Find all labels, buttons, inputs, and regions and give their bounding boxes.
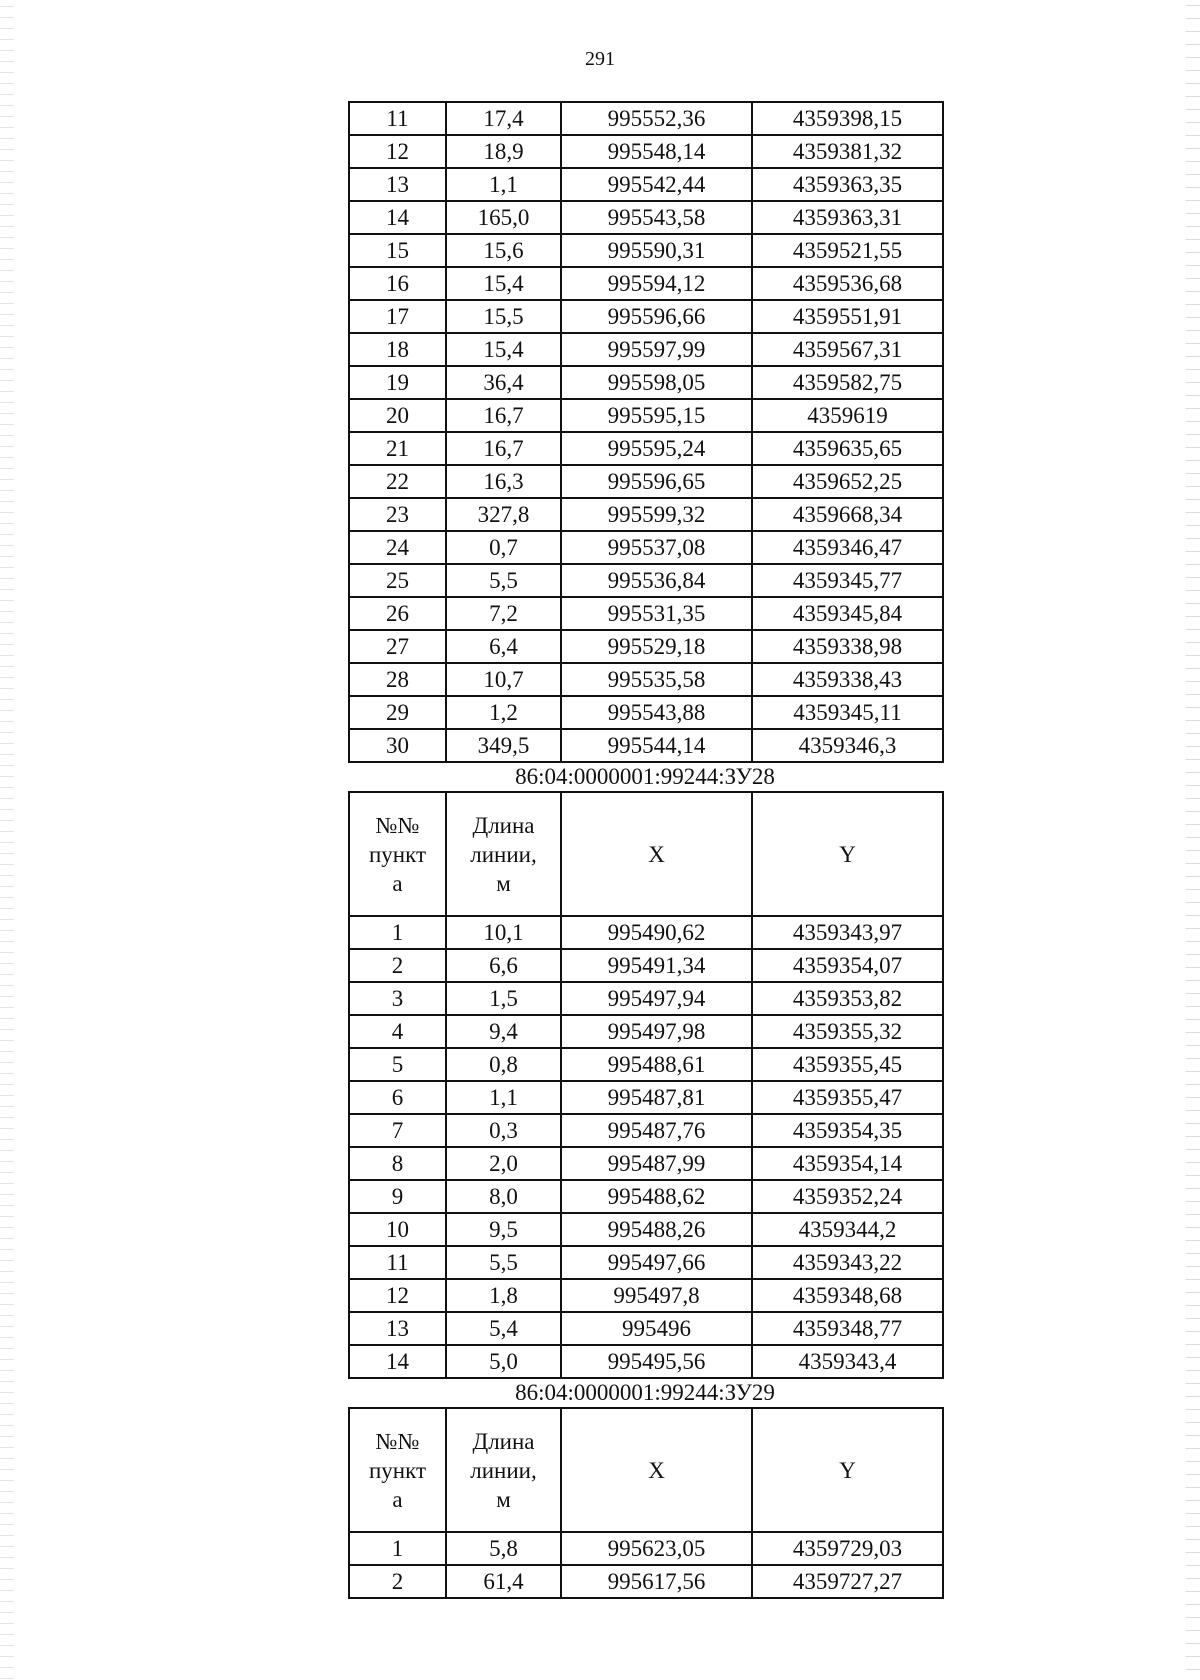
table-row — [349, 333, 943, 366]
cell-x: 995497,94 — [561, 982, 752, 1015]
cell-point-number: 1 — [349, 916, 446, 949]
section-caption-zu28: 86:04:0000001:99244:ЗУ28 — [515, 764, 775, 789]
cell-point-number: 12 — [349, 135, 446, 168]
cell-point-number: 1 — [349, 1532, 446, 1565]
header-point-number — [349, 1408, 446, 1532]
table-row — [349, 1532, 943, 1565]
cell-point-number: 14 — [349, 201, 446, 234]
table-row — [349, 102, 943, 135]
cell-line-length: 16,3 — [446, 465, 561, 498]
cell-x: 995543,58 — [561, 201, 752, 234]
coordinates-table-zu28 — [348, 791, 944, 1379]
cell-point-number: 7 — [349, 1114, 446, 1147]
cell-x: 995497,66 — [561, 1246, 752, 1279]
cell-point-number: 13 — [349, 1312, 446, 1345]
cell-x: 995595,15 — [561, 399, 752, 432]
header-y: Y — [752, 792, 943, 916]
cell-y: 4359727,27 — [752, 1565, 943, 1598]
cell-x: 995488,26 — [561, 1213, 752, 1246]
cell-point-number: 6 — [349, 1081, 446, 1114]
cell-line-length: 8,0 — [446, 1180, 561, 1213]
table-row — [349, 663, 943, 696]
cell-line-length: 7,2 — [446, 597, 561, 630]
header-y: Y — [752, 1408, 943, 1532]
cell-y: 4359355,32 — [752, 1015, 943, 1048]
table-row — [349, 696, 943, 729]
cell-x: 995552,36 — [561, 102, 752, 135]
table-row — [349, 1114, 943, 1147]
cell-y: 4359355,45 — [752, 1048, 943, 1081]
cell-point-number: 17 — [349, 300, 446, 333]
header-x: X — [561, 792, 752, 916]
coordinates-table-continued — [348, 101, 944, 763]
cell-line-length: 165,0 — [446, 201, 561, 234]
cell-x: 995487,76 — [561, 1114, 752, 1147]
cell-line-length: 327,8 — [446, 498, 561, 531]
cell-y: 4359668,34 — [752, 498, 943, 531]
cell-point-number: 21 — [349, 432, 446, 465]
cell-x: 995497,8 — [561, 1279, 752, 1312]
cell-y: 4359567,31 — [752, 333, 943, 366]
cell-y: 4359343,97 — [752, 916, 943, 949]
cell-line-length: 36,4 — [446, 366, 561, 399]
cell-line-length: 5,8 — [446, 1532, 561, 1565]
cell-point-number: 9 — [349, 1180, 446, 1213]
cell-y: 4359348,77 — [752, 1312, 943, 1345]
cell-point-number: 16 — [349, 267, 446, 300]
cell-x: 995623,05 — [561, 1532, 752, 1565]
cell-x: 995544,14 — [561, 729, 752, 762]
table-row — [349, 1081, 943, 1114]
cell-x: 995543,88 — [561, 696, 752, 729]
cell-x: 995529,18 — [561, 630, 752, 663]
header-text-line: м — [496, 1486, 511, 1512]
scan-edge-right — [1186, 0, 1200, 1680]
cell-line-length: 10,1 — [446, 916, 561, 949]
cell-x: 995491,34 — [561, 949, 752, 982]
cell-point-number: 26 — [349, 597, 446, 630]
cell-point-number: 10 — [349, 1213, 446, 1246]
cell-y: 4359536,68 — [752, 267, 943, 300]
table-row — [349, 465, 943, 498]
table-row — [349, 1279, 943, 1312]
table-header-row — [349, 792, 943, 916]
cell-point-number: 18 — [349, 333, 446, 366]
cell-y: 4359381,32 — [752, 135, 943, 168]
cell-x: 995594,12 — [561, 267, 752, 300]
header-text-line: линии, — [470, 1457, 537, 1483]
cell-line-length: 5,5 — [446, 1246, 561, 1279]
cell-x: 995599,32 — [561, 498, 752, 531]
cell-line-length: 0,7 — [446, 531, 561, 564]
cell-x: 995596,65 — [561, 465, 752, 498]
cell-line-length: 0,8 — [446, 1048, 561, 1081]
table-body — [349, 916, 943, 1378]
table-body — [349, 102, 943, 762]
header-text-line: №№ — [375, 1428, 420, 1454]
table-row — [349, 168, 943, 201]
cell-x: 995542,44 — [561, 168, 752, 201]
cell-y: 4359363,35 — [752, 168, 943, 201]
table-row — [349, 630, 943, 663]
cell-line-length: 6,6 — [446, 949, 561, 982]
header-point-number — [349, 792, 446, 916]
cell-y: 4359343,22 — [752, 1246, 943, 1279]
cell-point-number: 14 — [349, 1345, 446, 1378]
cell-x: 995497,98 — [561, 1015, 752, 1048]
cell-y: 4359363,31 — [752, 201, 943, 234]
cell-x: 995487,81 — [561, 1081, 752, 1114]
cell-y: 4359635,65 — [752, 432, 943, 465]
cell-line-length: 5,0 — [446, 1345, 561, 1378]
section-caption-zu29: 86:04:0000001:99244:ЗУ29 — [515, 1380, 775, 1405]
table-row — [349, 498, 943, 531]
table-row — [349, 300, 943, 333]
cell-line-length: 5,4 — [446, 1312, 561, 1345]
cell-point-number: 2 — [349, 1565, 446, 1598]
cell-x: 995487,99 — [561, 1147, 752, 1180]
cell-x: 995535,58 — [561, 663, 752, 696]
table-row — [349, 399, 943, 432]
table-row — [349, 1345, 943, 1378]
cell-line-length: 15,4 — [446, 267, 561, 300]
header-text-line: №№ — [375, 812, 420, 838]
table-header-row — [349, 1408, 943, 1532]
coordinates-table-zu29 — [348, 1407, 944, 1599]
cell-y: 4359348,68 — [752, 1279, 943, 1312]
cell-line-length: 17,4 — [446, 102, 561, 135]
cell-line-length: 9,4 — [446, 1015, 561, 1048]
cell-line-length: 1,5 — [446, 982, 561, 1015]
table-row — [349, 135, 943, 168]
header-text-line: Длина — [472, 1428, 535, 1454]
scan-edge-left — [0, 0, 14, 1680]
cell-y: 4359354,35 — [752, 1114, 943, 1147]
cell-line-length: 15,5 — [446, 300, 561, 333]
cell-x: 995548,14 — [561, 135, 752, 168]
cell-x: 995537,08 — [561, 531, 752, 564]
cell-point-number: 12 — [349, 1279, 446, 1312]
header-line-length — [446, 792, 561, 916]
cell-x: 995590,31 — [561, 234, 752, 267]
cell-point-number: 24 — [349, 531, 446, 564]
cell-y: 4359344,2 — [752, 1213, 943, 1246]
cell-point-number: 3 — [349, 982, 446, 1015]
cell-line-length: 16,7 — [446, 399, 561, 432]
header-text-line: Длина — [472, 812, 535, 838]
cell-y: 4359353,82 — [752, 982, 943, 1015]
cell-point-number: 30 — [349, 729, 446, 762]
cell-point-number: 27 — [349, 630, 446, 663]
cell-point-number: 8 — [349, 1147, 446, 1180]
cell-y: 4359652,25 — [752, 465, 943, 498]
cell-point-number: 13 — [349, 168, 446, 201]
table-row — [349, 1312, 943, 1345]
cell-x: 995490,62 — [561, 916, 752, 949]
cell-point-number: 28 — [349, 663, 446, 696]
cell-y: 4359355,47 — [752, 1081, 943, 1114]
cell-point-number: 22 — [349, 465, 446, 498]
document-content — [348, 101, 942, 1599]
cell-line-length: 1,1 — [446, 168, 561, 201]
cell-point-number: 23 — [349, 498, 446, 531]
cell-line-length: 18,9 — [446, 135, 561, 168]
table-row — [349, 1048, 943, 1081]
cell-y: 4359345,11 — [752, 696, 943, 729]
table-row — [349, 432, 943, 465]
table-row — [349, 597, 943, 630]
cell-x: 995488,62 — [561, 1180, 752, 1213]
cell-x: 995488,61 — [561, 1048, 752, 1081]
cell-y: 4359346,3 — [752, 729, 943, 762]
cell-point-number: 19 — [349, 366, 446, 399]
header-line-length — [446, 1408, 561, 1532]
cell-line-length: 15,6 — [446, 234, 561, 267]
header-text-line: пункт — [368, 841, 427, 867]
table-row — [349, 1147, 943, 1180]
cell-y: 4359352,24 — [752, 1180, 943, 1213]
cell-y: 4359345,77 — [752, 564, 943, 597]
cell-point-number: 11 — [349, 102, 446, 135]
table-row — [349, 201, 943, 234]
table-row — [349, 1213, 943, 1246]
table-row — [349, 949, 943, 982]
table-row — [349, 1180, 943, 1213]
table-row — [349, 1015, 943, 1048]
cell-line-length: 6,4 — [446, 630, 561, 663]
table-row — [349, 1565, 943, 1598]
cell-line-length: 1,1 — [446, 1081, 561, 1114]
header-text-line: а — [392, 1486, 403, 1512]
cell-x: 995595,24 — [561, 432, 752, 465]
cell-y: 4359354,14 — [752, 1147, 943, 1180]
cell-y: 4359338,98 — [752, 630, 943, 663]
table-row — [349, 1246, 943, 1279]
cell-line-length: 2,0 — [446, 1147, 561, 1180]
table-row — [349, 531, 943, 564]
cell-line-length: 1,2 — [446, 696, 561, 729]
cell-point-number: 11 — [349, 1246, 446, 1279]
cell-point-number: 29 — [349, 696, 446, 729]
page-number: 291 — [585, 48, 615, 70]
cell-y: 4359338,43 — [752, 663, 943, 696]
cell-y: 4359343,4 — [752, 1345, 943, 1378]
cell-x: 995597,99 — [561, 333, 752, 366]
cell-point-number: 25 — [349, 564, 446, 597]
cell-y: 4359551,91 — [752, 300, 943, 333]
cell-line-length: 5,5 — [446, 564, 561, 597]
header-text-line: а — [392, 870, 403, 896]
cell-y: 4359729,03 — [752, 1532, 943, 1565]
cell-y: 4359345,84 — [752, 597, 943, 630]
cell-x: 995536,84 — [561, 564, 752, 597]
table-row — [349, 234, 943, 267]
table-body — [349, 1532, 943, 1598]
cell-line-length: 0,3 — [446, 1114, 561, 1147]
cell-y: 4359346,47 — [752, 531, 943, 564]
table-row — [349, 267, 943, 300]
table-row — [349, 564, 943, 597]
cell-line-length: 349,5 — [446, 729, 561, 762]
cell-y: 4359354,07 — [752, 949, 943, 982]
cell-line-length: 10,7 — [446, 663, 561, 696]
cell-x: 995596,66 — [561, 300, 752, 333]
cell-x: 995495,56 — [561, 1345, 752, 1378]
cell-line-length: 15,4 — [446, 333, 561, 366]
cell-point-number: 15 — [349, 234, 446, 267]
header-text-line: линии, — [470, 841, 537, 867]
header-text-line: м — [496, 870, 511, 896]
cell-y: 4359619 — [752, 399, 943, 432]
header-x: X — [561, 1408, 752, 1532]
cell-point-number: 20 — [349, 399, 446, 432]
table-row — [349, 982, 943, 1015]
cell-x: 995496 — [561, 1312, 752, 1345]
table-row — [349, 916, 943, 949]
cell-line-length: 16,7 — [446, 432, 561, 465]
cell-x: 995531,35 — [561, 597, 752, 630]
cell-y: 4359398,15 — [752, 102, 943, 135]
cell-line-length: 61,4 — [446, 1565, 561, 1598]
cell-point-number: 2 — [349, 949, 446, 982]
cell-point-number: 4 — [349, 1015, 446, 1048]
cell-line-length: 9,5 — [446, 1213, 561, 1246]
cell-y: 4359582,75 — [752, 366, 943, 399]
cell-point-number: 5 — [349, 1048, 446, 1081]
cell-y: 4359521,55 — [752, 234, 943, 267]
cell-line-length: 1,8 — [446, 1279, 561, 1312]
cell-x: 995617,56 — [561, 1565, 752, 1598]
table-row — [349, 366, 943, 399]
table-row — [349, 729, 943, 762]
cell-x: 995598,05 — [561, 366, 752, 399]
header-text-line: пункт — [368, 1457, 427, 1483]
